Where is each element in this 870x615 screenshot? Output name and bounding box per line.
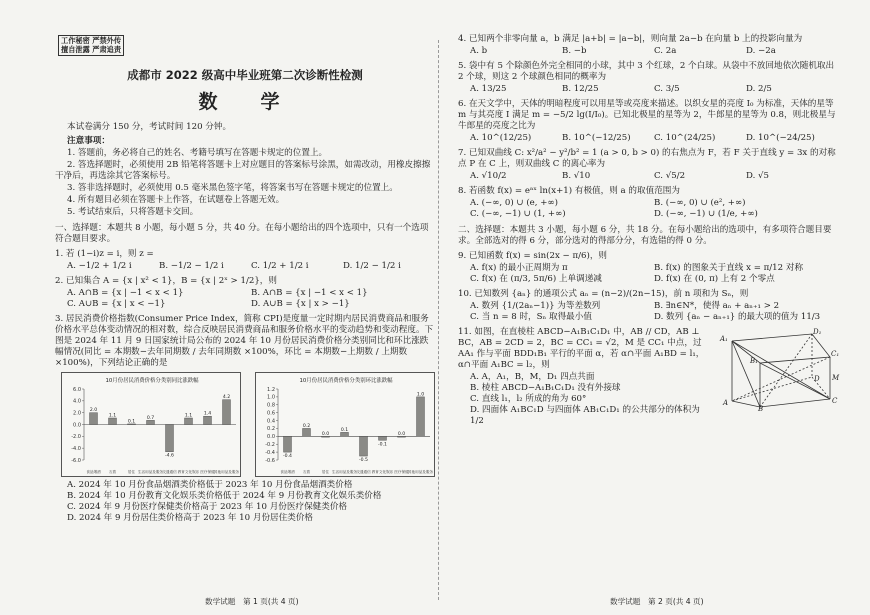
bar-value-label: -0.4 xyxy=(283,454,292,460)
question-5-option-a: A. 13/25 xyxy=(470,84,507,94)
category-label: 食品烟酒 xyxy=(86,470,101,475)
note-4: 4. 所有题目必须在答题卡上作答，在试题卷上答题无效。 xyxy=(67,195,285,206)
question-1-stem: 1. 若 (1−i)z = i，则 z = xyxy=(55,249,154,260)
prism-edge xyxy=(732,334,830,363)
exam-title: 成都市 2022 级高中毕业班第二次诊断性检测 xyxy=(127,68,363,82)
notes-title: 注意事项： xyxy=(67,136,110,147)
y-tick-label: 0.0 xyxy=(73,422,81,429)
page-left xyxy=(55,34,435,594)
question-7-option-b: B. √10 xyxy=(562,171,591,181)
label-c: C xyxy=(832,397,838,405)
question-4-stem: 4. 已知两个非零向量 a，b 满足 |a+b| = |a−b|，则向量 2a−b 在向量 b 上的投影向量为 xyxy=(458,34,803,44)
bar xyxy=(166,425,174,452)
question-11-stem: 11. 如图，在直棱柱 ABCD−A₁B₁C₁D₁ 中，AB // CD，AB ⊥ BC，AB = 2CD = 2，BC = CC₁ = √2，M 是 CC₁ 中点，过 AA₁ 作与平面 BDD₁B₁ 平行的平面 α，若 α∩平面 A₁BD = l₁，α∩平面 A₁BC = l₂，则 xyxy=(458,327,705,370)
y-tick-label: -6.0 xyxy=(71,457,81,464)
category-label: 食品烟酒 xyxy=(280,470,295,475)
question-3-option-c: C. 2024 年 9 月份医疗保健类价格高于 2023 年 10 月份医疗保健类价格 xyxy=(67,502,348,513)
bar-value-label: 0.0 xyxy=(321,431,330,437)
question-11-option-d: D. 四面体 A₁BC₁D 与四面体 AB₁C₁D₁ 的公共部分的体积为 1/2 xyxy=(470,405,700,426)
label-c1: C₁ xyxy=(831,350,840,358)
prism-edge xyxy=(732,377,812,401)
question-6-option-a: A. 10^(12/25) xyxy=(470,133,532,143)
y-tick-label: 0.6 xyxy=(267,410,275,417)
bar-value-label: 0.7 xyxy=(146,415,155,421)
question-11-option-c: C. 直线 l₁，l₂ 所成的角为 60° xyxy=(470,394,587,404)
y-tick-label: -0.2 xyxy=(265,442,275,449)
prism-diagonal xyxy=(732,341,830,399)
question-2-option-b: B. A∩B = {x | −1 < x < 1} xyxy=(251,288,368,299)
y-tick-label: 0.8 xyxy=(267,402,275,409)
question-4-options xyxy=(470,46,838,57)
question-8-stem: 8. 若函数 f(x) = eᵃˣ ln(x+1) 有极值，则 a 的取值范围为 xyxy=(458,186,680,196)
bar xyxy=(379,436,387,440)
bar-value-label: 0.2 xyxy=(302,423,311,429)
note-2: 2. 答选择题时，必须使用 2B 铅笔将答题卡上对应题目的答案标号涂黑，如需改动，用橡皮擦擦干净后，再选涂其它答案标号。 xyxy=(55,160,431,182)
bar xyxy=(341,432,349,436)
question-10-option-b: B. ∃n∈N*，使得 aₙ + aₙ₊₁ > 2 xyxy=(654,301,780,311)
y-tick-label: -0.6 xyxy=(265,457,275,464)
chart-title: 10月份居民消费价格分类别环比涨跌幅 xyxy=(299,378,393,385)
bar xyxy=(303,428,311,436)
bar-value-label: -4.6 xyxy=(165,453,174,459)
question-9-stem: 9. 已知函数 f(x) = sin(2x − π/6)，则 xyxy=(458,251,608,261)
question-2 xyxy=(55,276,435,310)
category-label: 居住 xyxy=(127,470,136,475)
question-3-option-a: A. 2024 年 10 月份食品烟酒类价格低于 2023 年 10 月份食品烟酒类价格 xyxy=(67,480,353,491)
y-tick-label: 1.2 xyxy=(267,386,275,393)
question-5 xyxy=(458,61,838,95)
bar xyxy=(109,418,117,425)
question-4-option-d: D. −2a xyxy=(746,46,776,56)
note-5: 5. 考试结束后，只将答题卡交回。 xyxy=(67,207,199,218)
category-label: 教育文化娱乐 xyxy=(177,470,200,475)
bar xyxy=(147,420,155,424)
question-7-stem: 7. 已知双曲线 C: x²/a² − y²/b² = 1 (a > 0, b > 0) 的右焦点为 F，若 F 关于直线 y = 3x 的对称点 P 在 C 上，则双曲线 C 的离心率为 xyxy=(458,148,836,169)
prism-diagonal xyxy=(760,334,812,407)
question-5-option-c: C. 3/5 xyxy=(654,84,680,94)
section-1-title: 一、选择题：本题共 8 小题，每小题 5 分，共 40 分。在每小题给出的四个选项中，只有一个选项符合题目要求。 xyxy=(55,223,429,245)
question-1-option-b: B. −1/2 − 1/2 i xyxy=(159,261,224,272)
category-label: 医疗保健 xyxy=(394,470,409,475)
bar-value-label: -0.1 xyxy=(378,442,387,448)
question-7-option-d: D. √5 xyxy=(746,171,769,181)
question-3-stem: 3. 居民消费价格指数(Consumer Price Index，简称 CPI)是度量一定时期内居民消费商品和服务价格水平总体变动情况的相对数，综合反映居民消费商品和服务价格水平的变动趋势和变动程度。下图是 2024 年 11 月 9 日国家统计局公布的 2024 年 10 月份居民消费价格分类别同比和环比涨跌幅情况(同比 = 本期数−去年同期数 / 去年同期数 ×100%，环比 = 本期数−上期数 / 上期数 ×100%)，下列结论正确的是 xyxy=(55,314,434,369)
question-1-option-c: C. 1/2 + 1/2 i xyxy=(251,261,309,272)
question-1-option-a: A. −1/2 + 1/2 i xyxy=(67,261,132,272)
stamp-line-1: 工作秘密 严禁外传 xyxy=(61,36,122,45)
note-1: 1. 答题前，务必将自己的姓名、考籍号填写在答题卡规定的位置上。 xyxy=(67,148,328,159)
label-d1: D₁ xyxy=(813,328,822,336)
bar xyxy=(90,413,98,425)
bar xyxy=(185,418,193,425)
question-11-option-a: A. A，A₁，B，M，D₁ 四点共面 xyxy=(470,372,595,382)
question-3-option-b: B. 2024 年 10 月份教育文化娱乐类价格低于 2024 年 9 月份教育文化娱乐类价格 xyxy=(67,491,382,502)
cpi-mom-chart xyxy=(255,372,435,477)
question-2-stem: 2. 已知集合 A = {x | x² < 1}，B = {x | 2ˣ > 1/2}，则 xyxy=(55,276,277,287)
category-label: 其他用品及服务 xyxy=(407,470,434,475)
question-9-options xyxy=(470,263,838,285)
cpi-yoy-chart-svg xyxy=(62,373,242,478)
label-b: B xyxy=(758,405,764,413)
y-tick-label: 1.0 xyxy=(267,394,275,401)
bar xyxy=(284,436,292,452)
question-10 xyxy=(458,289,838,323)
question-9 xyxy=(458,251,838,285)
prism-diagonal xyxy=(732,341,760,407)
label-b1: B₁ xyxy=(750,357,758,365)
question-4-option-c: C. 2a xyxy=(654,46,677,56)
question-10-stem: 10. 已知数列 {aₙ} 的通项公式 aₙ = (n−2)/(2n−15)，前 n 项和为 Sₙ，则 xyxy=(458,289,749,299)
question-1 xyxy=(55,249,435,272)
bar-value-label: 2.0 xyxy=(89,408,98,414)
category-label: 生活用品及服务 xyxy=(137,470,164,475)
question-9-option-a: A. f(x) 的最小正周期为 π xyxy=(470,263,568,273)
question-6-options xyxy=(470,133,838,144)
question-11-options xyxy=(470,372,716,427)
question-6-option-b: B. 10^(−12/25) xyxy=(562,133,631,143)
bar xyxy=(360,436,368,456)
question-7-option-c: C. √5/2 xyxy=(654,171,686,181)
bar-value-label: 0.1 xyxy=(340,427,349,433)
category-label: 居住 xyxy=(321,470,330,475)
exam-subject: 数 学 xyxy=(198,90,292,113)
cpi-mom-chart-svg xyxy=(256,373,436,478)
question-8-option-b: B. (−∞, 0) ∪ (e², +∞) xyxy=(654,198,746,208)
question-9-option-d: D. f(x) 在 (0, π) 上有 2 个零点 xyxy=(654,274,775,284)
question-1-options xyxy=(67,261,435,272)
question-7-option-a: A. √10/2 xyxy=(470,171,507,181)
bar-value-label: 1.0 xyxy=(416,392,425,398)
bar xyxy=(223,400,231,425)
page-right xyxy=(458,30,838,590)
prism-diagram xyxy=(720,329,838,411)
question-2-option-c: C. A∪B = {x | x < −1} xyxy=(67,299,166,310)
bar-value-label: 0.1 xyxy=(127,419,136,425)
question-4-option-b: B. −b xyxy=(562,46,587,56)
section-2-title: 二、选择题：本题共 3 小题，每小题 6 分，共 18 分。在每小题给出的选项中，有多项符合题目要求。全部选对的得 6 分，部分选对的得部分分，有选错的得 0 分。 xyxy=(458,225,832,246)
question-3 xyxy=(55,314,435,524)
question-10-option-c: C. 当 n = 8 时，Sₙ 取得最小值 xyxy=(470,312,592,322)
cpi-yoy-chart xyxy=(61,372,241,477)
category-label: 其他用品及服务 xyxy=(213,470,240,475)
label-a1: A₁ xyxy=(720,335,728,343)
question-2-options xyxy=(67,288,435,310)
bar-value-label: 1.1 xyxy=(184,413,193,419)
bar-value-label: 1.1 xyxy=(108,413,117,419)
confidential-stamp xyxy=(58,35,124,56)
exam-intro: 本试卷满分 150 分，考试时间 120 分钟。 xyxy=(67,122,232,133)
cpi-charts xyxy=(61,372,435,477)
y-tick-label: 4.0 xyxy=(73,398,81,405)
question-3-options xyxy=(67,480,435,524)
label-a: A xyxy=(723,399,729,407)
category-label: 衣着 xyxy=(108,470,117,475)
question-8-option-c: C. (−∞, −1) ∪ (1, +∞) xyxy=(470,209,566,219)
question-9-option-b: B. f(x) 的图象关于直线 x = π/12 对称 xyxy=(654,263,804,273)
question-11-option-b: B. 棱柱 ABCD−A₁B₁C₁D₁ 没有外接球 xyxy=(470,383,621,393)
question-6-option-d: D. 10^(−24/25) xyxy=(746,133,815,143)
question-6 xyxy=(458,99,838,144)
question-9-option-c: C. f(x) 在 (π/3, 5π/6) 上单调递减 xyxy=(470,274,602,284)
category-label: 生活用品及服务 xyxy=(331,470,358,475)
bar-value-label: 1.4 xyxy=(203,411,212,417)
y-tick-label: -2.0 xyxy=(71,434,81,441)
note-3: 3. 答非选择题时，必须使用 0.5 毫米黑色签字笔，将答案书写在答题卡规定的位置上。 xyxy=(67,183,398,194)
question-10-option-d: D. 数列 {aₙ − aₙ₊₁} 的最大项的值为 11/3 xyxy=(654,312,821,322)
y-tick-label: 0.4 xyxy=(267,418,275,425)
question-7-options xyxy=(470,171,838,182)
label-m: M xyxy=(832,374,840,382)
bar-value-label: -0.5 xyxy=(359,458,368,464)
question-8 xyxy=(458,186,838,220)
bar-value-label: 4.2 xyxy=(222,395,231,401)
question-8-option-a: A. (−∞, 0) ∪ (e, +∞) xyxy=(470,198,558,208)
question-4 xyxy=(458,34,838,57)
question-11 xyxy=(458,327,838,428)
category-label: 医疗保健 xyxy=(200,470,215,475)
bar xyxy=(204,416,212,424)
question-6-option-c: C. 10^(24/25) xyxy=(654,133,716,143)
y-tick-label: 2.0 xyxy=(73,410,81,417)
question-10-option-a: A. 数列 {1/(2aₙ−1)} 为等差数列 xyxy=(470,301,601,311)
y-tick-label: -4.0 xyxy=(71,445,81,452)
category-label: 教育文化娱乐 xyxy=(371,470,394,475)
y-tick-label: -0.4 xyxy=(265,449,275,456)
category-label: 衣着 xyxy=(302,470,311,475)
question-3-option-d: D. 2024 年 9 月份居住类价格高于 2023 年 10 月份居住类价格 xyxy=(67,513,314,524)
question-8-options xyxy=(470,198,838,220)
question-10-options xyxy=(470,301,838,323)
stamp-line-2: 擅自泄露 严肃追责 xyxy=(61,44,122,54)
question-8-option-d: D. (−∞, −1) ∪ (1/e, +∞) xyxy=(654,209,758,219)
prism-edge xyxy=(732,399,830,407)
bar xyxy=(417,397,425,436)
category-label: 交通通信 xyxy=(162,470,177,475)
question-6-stem: 6. 在天文学中，天体的明暗程度可以用星等或亮度来描述。以织女星的亮度 I₀ 为标准，天体的星等 m 与其亮度 I 满足 m = −5/2 lg(I/I₀)。已知北极星的星等为 2，牛郎星的星等为 0.8，则北极星与牛郎星的亮度之比为 xyxy=(458,99,836,131)
y-tick-label: 6.0 xyxy=(73,386,81,393)
footer-left: 数学试题 第 1 页(共 4 页) xyxy=(205,597,299,606)
question-5-option-b: B. 12/25 xyxy=(562,84,599,94)
bar-value-label: 0.0 xyxy=(397,431,406,437)
question-2-option-a: A. A∩B = {x | −1 < x < 1} xyxy=(67,288,184,299)
question-1-option-d: D. 1/2 − 1/2 i xyxy=(343,261,401,272)
question-7 xyxy=(458,148,838,182)
question-5-options xyxy=(470,84,838,95)
question-2-option-d: D. A∪B = {x | x > −1} xyxy=(251,299,350,310)
question-5-stem: 5. 袋中有 5 个除颜色外完全相同的小球，其中 3 个红球，2 个白球。从袋中不放回地依次随机取出 2 个球，则这 2 个球颜色相同的概率为 xyxy=(458,61,835,82)
y-tick-label: 0.2 xyxy=(267,426,275,433)
footer-right: 数学试题 第 2 页(共 4 页) xyxy=(610,597,704,606)
question-5-option-d: D. 2/5 xyxy=(746,84,772,94)
label-d: D xyxy=(814,375,820,383)
category-label: 交通通信 xyxy=(356,470,371,475)
page-divider xyxy=(438,40,439,600)
prism-figure xyxy=(720,329,838,411)
question-4-option-a: A. b xyxy=(470,46,488,56)
chart-title: 10月份居民消费价格分类别同比涨跌幅 xyxy=(105,378,199,385)
y-tick-label: 0.0 xyxy=(267,434,275,441)
